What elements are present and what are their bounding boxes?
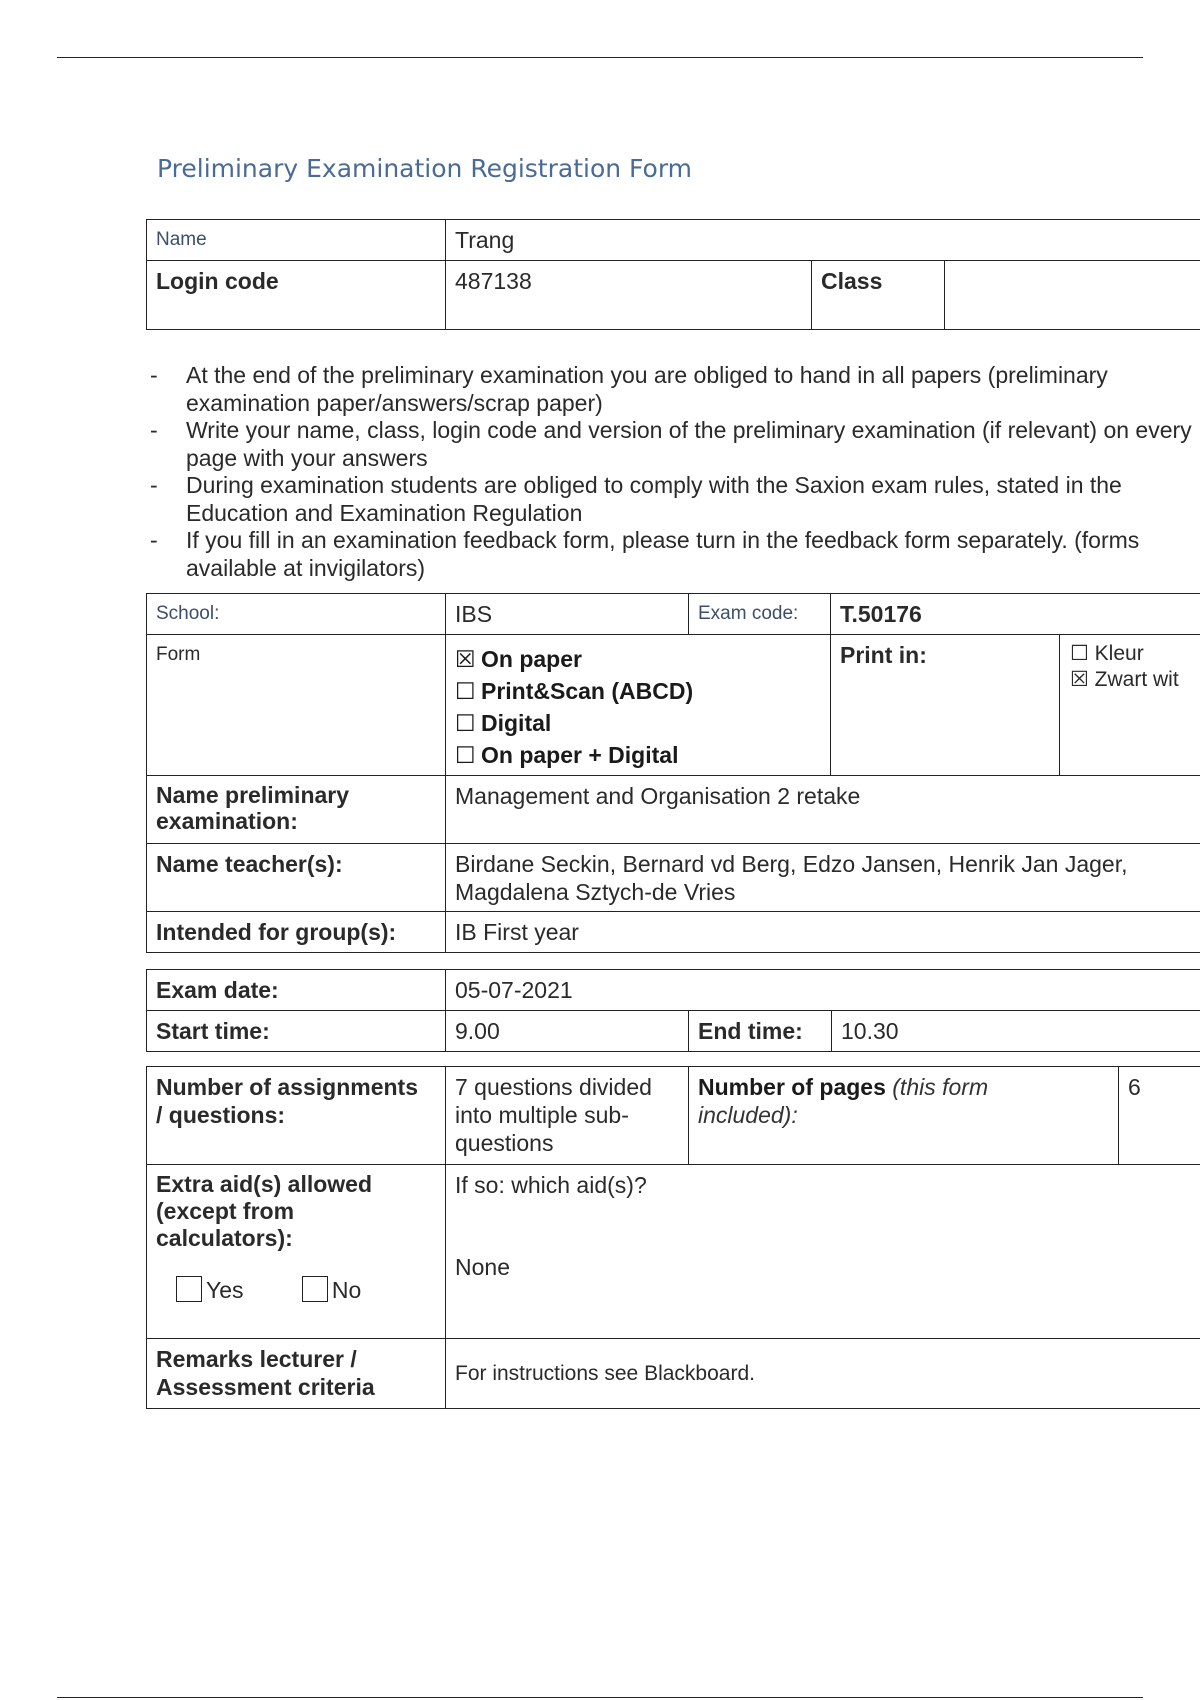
print-option-color[interactable]: ☐ Kleur	[1070, 642, 1144, 665]
name-label: Name	[147, 220, 446, 261]
list-item: - At the end of the preliminary examination you are obliged to hand in all papers (preliminary examination paper/answers/scrap paper)	[150, 362, 1200, 417]
checkbox-icon	[176, 1276, 202, 1302]
list-item: - Write your name, class, login code and version of the preliminary examination (if relevant) on every page with your answers	[150, 417, 1200, 472]
group-label: Intended for group(s):	[147, 912, 446, 953]
end-time-label: End time:	[689, 1011, 832, 1052]
checkbox-icon: ☐	[455, 678, 476, 704]
aids-no-checkbox[interactable]: No	[302, 1277, 361, 1303]
student-info-table	[146, 219, 1200, 330]
instructions-list	[150, 362, 1200, 582]
form-option-print-scan[interactable]: ☐ Print&Scan (ABCD)	[455, 675, 822, 707]
header-rule	[57, 57, 1143, 58]
exam-name-value: Management and Organisation 2 retake	[446, 776, 1200, 844]
exam-date-label: Exam date:	[147, 970, 446, 1011]
checked-box-icon: ☒	[1070, 668, 1089, 691]
school-label: School:	[147, 594, 446, 635]
list-item: - If you fill in an examination feedback form, please turn in the feedback form separately. (forms available at invigilators)	[150, 527, 1200, 582]
checked-box-icon: ☒	[455, 646, 476, 672]
print-options	[1060, 635, 1200, 776]
assignments-label: Number of assignments / questions:	[147, 1067, 446, 1165]
aids-value: If so: which aid(s)? None	[446, 1165, 1200, 1339]
group-value: IB First year	[446, 912, 1200, 953]
instruction-text: If you fill in an examination feedback form, please turn in the feedback form separately. (forms available at invigilators)	[186, 527, 1140, 581]
form-options	[446, 635, 831, 776]
details-table	[146, 1066, 1200, 1409]
exam-info-table	[146, 593, 1200, 953]
end-time-value: 10.30	[832, 1011, 1200, 1052]
checkbox-icon	[302, 1276, 328, 1302]
exam-name-label: Name preliminary examination:	[147, 776, 446, 844]
login-code-label: Login code	[147, 261, 446, 330]
form-option-digital[interactable]: ☐ Digital	[455, 707, 822, 739]
schedule-table	[146, 969, 1200, 1052]
aids-label: Extra aid(s) allowed (except from calculators): Yes No	[147, 1165, 446, 1339]
list-item: - During examination students are obliged to comply with the Saxion exam rules, stated in the Education and Examination Regulation	[150, 472, 1200, 527]
class-label: Class	[812, 261, 945, 330]
print-option-black-white[interactable]: ☒ Zwart wit	[1070, 668, 1179, 691]
instruction-text: At the end of the preliminary examination you are obliged to hand in all papers (preliminary examination paper/answers/scrap paper)	[186, 362, 1108, 416]
remarks-value: For instructions see Blackboard.	[446, 1339, 1200, 1409]
form-option-paper-digital[interactable]: ☐ On paper + Digital	[455, 739, 822, 771]
remarks-label: Remarks lecturer / Assessment criteria	[147, 1339, 446, 1409]
form-option-on-paper[interactable]: ☒ On paper	[455, 643, 822, 675]
page-title: Preliminary Examination Registration Form	[157, 154, 693, 183]
pages-label: Number of pages (this form included):	[689, 1067, 1119, 1165]
checkbox-icon: ☐	[1070, 642, 1089, 665]
aids-yes-checkbox[interactable]: Yes	[176, 1277, 244, 1303]
footer-rule	[57, 1697, 1143, 1698]
name-value[interactable]: Trang	[446, 220, 1200, 261]
school-value: IBS	[446, 594, 689, 635]
login-code-value[interactable]: 487138	[446, 261, 812, 330]
class-value[interactable]	[945, 261, 1200, 330]
pages-value: 6	[1119, 1067, 1200, 1165]
exam-date-value: 05-07-2021	[446, 970, 1200, 1011]
form-label: Form	[147, 635, 446, 776]
teachers-label: Name teacher(s):	[147, 844, 446, 912]
instruction-text: Write your name, class, login code and version of the preliminary examination (if relevant) on every page with your answers	[186, 417, 1192, 471]
teachers-value: Birdane Seckin, Bernard vd Berg, Edzo Jansen, Henrik Jan Jager, Magdalena Sztych-de Vries	[446, 844, 1200, 912]
start-time-label: Start time:	[147, 1011, 446, 1052]
instruction-text: During examination students are obliged to comply with the Saxion exam rules, stated in the Education and Examination Regulation	[186, 472, 1122, 526]
exam-code-value: T.50176	[831, 594, 1200, 635]
checkbox-icon: ☐	[455, 742, 476, 768]
print-in-label: Print in:	[831, 635, 1060, 776]
start-time-value: 9.00	[446, 1011, 689, 1052]
assignments-value: 7 questions divided into multiple sub- questions	[446, 1067, 689, 1165]
exam-code-label: Exam code:	[689, 594, 831, 635]
checkbox-icon: ☐	[455, 710, 476, 736]
